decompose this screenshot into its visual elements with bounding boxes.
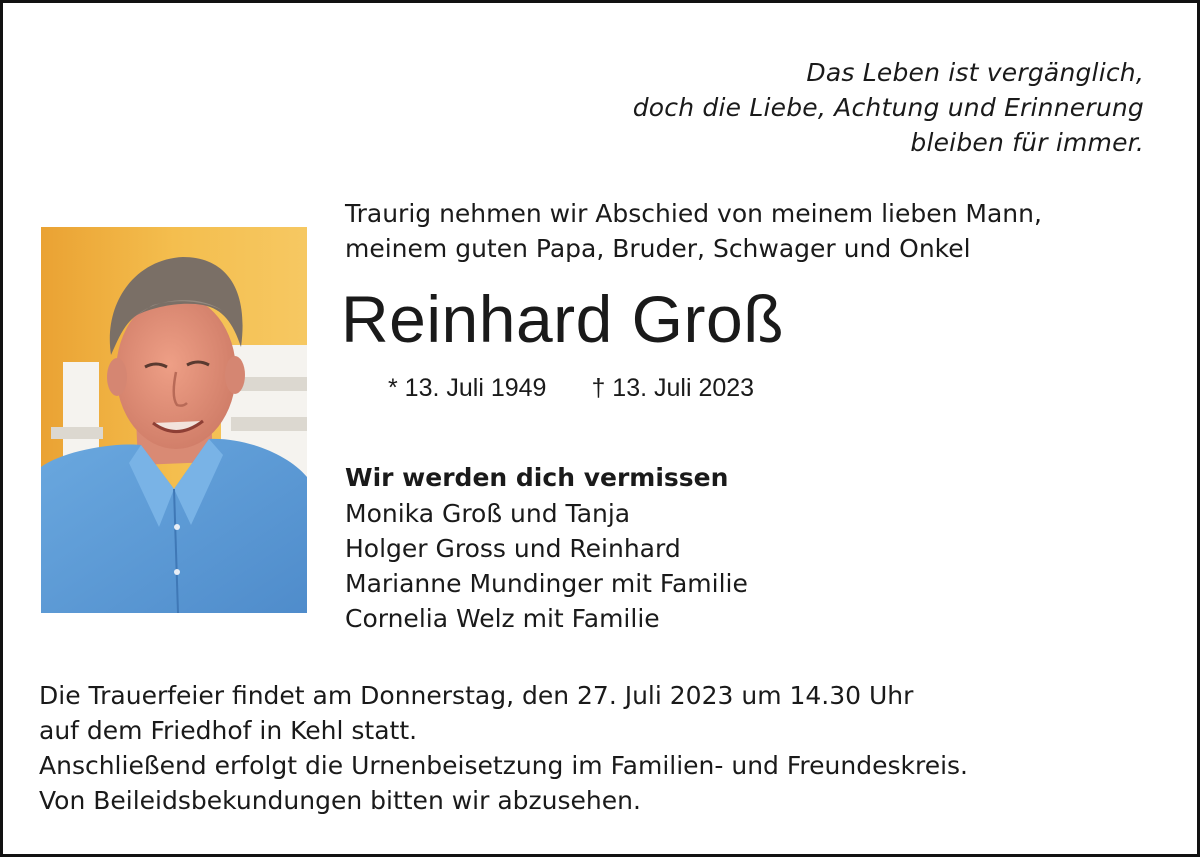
ceremony-info [39, 678, 968, 818]
quote-line: doch die Liebe, Achtung und Erinnerung [632, 93, 1144, 122]
intro-text [345, 196, 1042, 266]
death-date: † 13. Juli 2023 [591, 374, 755, 402]
portrait-photo-drawing [41, 227, 307, 613]
ceremony-line: Anschließend erfolgt die Urnenbeisetzung im Familien- und Freundeskreis. [39, 751, 969, 780]
birth-date: * 13. Juli 1949 [388, 374, 547, 402]
mourners-block [345, 460, 748, 636]
ceremony-line: Die Trauerfeier findet am Donnerstag, den 27. Juli 2023 um 14.30 Uhr [39, 681, 914, 710]
intro-line: meinem guten Papa, Bruder, Schwager und Onkel [345, 234, 971, 263]
life-dates [388, 370, 754, 406]
intro-line: Traurig nehmen wir Abschied von meinem lieben Mann, [345, 199, 1042, 228]
mourner-name: Cornelia Welz mit Familie [345, 604, 660, 633]
quote-line: Das Leben ist vergänglich, [806, 58, 1144, 87]
ceremony-line: Von Beileidsbekundungen bitten wir abzusehen. [39, 786, 641, 815]
mourner-name: Monika Groß und Tanja [345, 499, 631, 528]
quote-line: bleiben für immer. [910, 128, 1144, 157]
quote-block [633, 55, 1144, 160]
mourner-name: Holger Gross und Reinhard [345, 534, 681, 563]
deceased-name: Reinhard Groß [341, 282, 785, 356]
mourners-heading: Wir werden dich vermissen [345, 463, 729, 492]
ceremony-line: auf dem Friedhof in Kehl statt. [39, 716, 418, 745]
mourner-name: Marianne Mundinger mit Familie [345, 569, 748, 598]
portrait-photo [41, 227, 307, 613]
